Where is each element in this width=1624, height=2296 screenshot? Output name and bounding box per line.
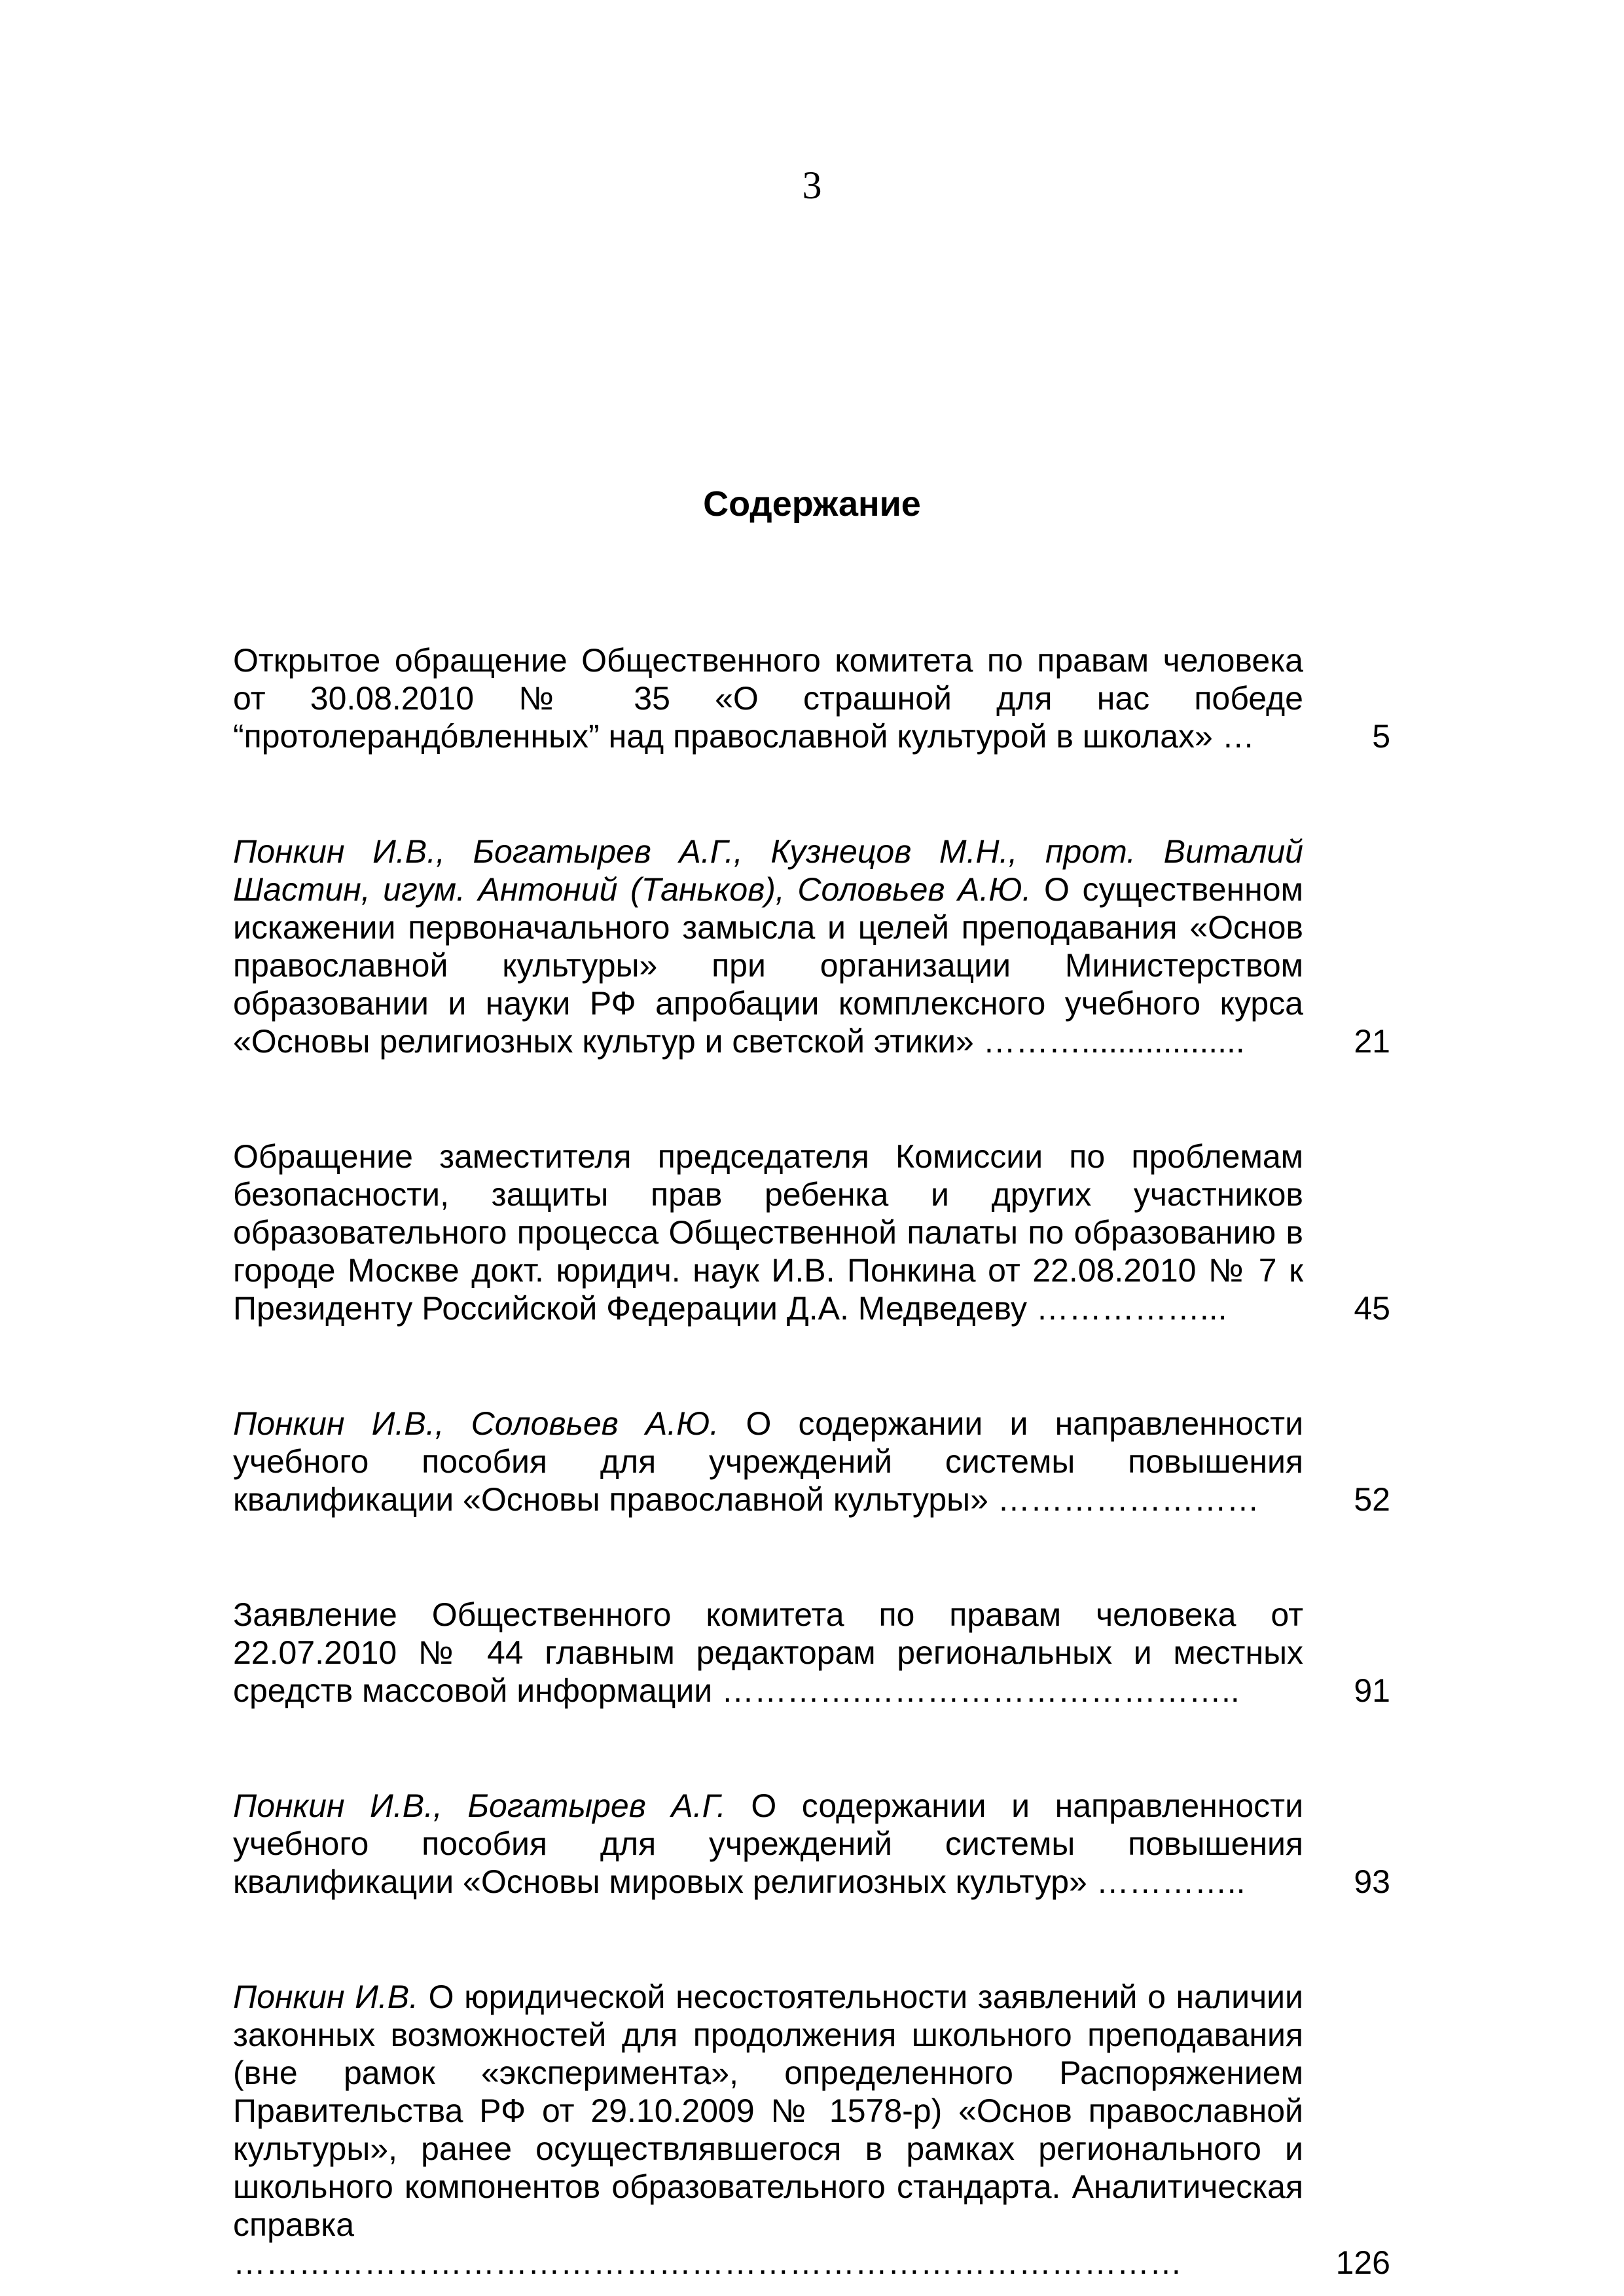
toc-entry-title: О содержании и направленности учебного пособия для учреждений системы повышения квалификации «Основы православной культуры» …………………… bbox=[233, 1405, 1303, 1518]
page-number: 3 bbox=[802, 164, 822, 207]
toc-entry bbox=[233, 833, 1390, 1060]
toc-entry-title: Обращение заместителя председателя Комиссии по проблемам безопасности, защиты прав ребенка и других участников образовательного процесса Общественной палаты по образованию в городе Москве докт. юридич. наук И.В. Понкина от 22.08.2010 № 7 к Президенту Российской Федерации Д.А. Медведеву ……………... bbox=[233, 1138, 1303, 1327]
toc-entry-text bbox=[233, 833, 1303, 1060]
toc-entry-author: Понкин И.В., Богатырев А.Г. bbox=[233, 1787, 726, 1824]
toc-entry-text bbox=[233, 1596, 1303, 1710]
toc-entry-title: О юридической несостоятельности заявлений о наличии законных возможностей для продолжения школьного преподавания (вне рамок «эксперимента», определенного Распоряжением Правительства РФ от 29.10.2009 № 1578-р) «Основ православной культуры», ранее осуществлявшегося в рамках регионального и школьного компонентов образовательного стандарта. Аналитическая справка …………………………………………………………………………… bbox=[233, 1979, 1303, 2281]
toc-entry-page: 52 bbox=[1354, 1481, 1390, 1518]
toc-entry-title: О существенном искажении первоначального замысла и целей преподавания «Основ православной культуры» при организации Министерством образовании и науки РФ апробации комплексного учебного курса «Основы религиозных культур и светской этики» ……….................. bbox=[233, 871, 1303, 1060]
toc-entry-text bbox=[233, 641, 1303, 755]
toc-entry-text bbox=[233, 1978, 1303, 2282]
toc-entry-title: О содержании и направленности учебного пособия для учреждений системы повышения квалификации «Основы мировых религиозных культур» ………….. bbox=[233, 1787, 1304, 1900]
toc-entry-author: Понкин И.В., Богатырев А.Г., Кузнецов М.Н., прот. Виталий Шастин, игум. Антоний (Таньков), Соловьев А.Ю. bbox=[233, 833, 1303, 908]
toc-entry-page: 91 bbox=[1354, 1672, 1390, 1709]
toc-entry bbox=[233, 1138, 1390, 1327]
toc-entry bbox=[233, 641, 1390, 755]
toc-title: Содержание bbox=[703, 484, 921, 524]
toc-entry bbox=[233, 1405, 1390, 1518]
toc-entry-author: Понкин И.В. bbox=[233, 1979, 419, 2015]
toc-entry-author: Понкин И.В., Соловьев А.Ю. bbox=[233, 1405, 719, 1442]
toc-entry-text bbox=[233, 1787, 1303, 1901]
toc-entry bbox=[233, 1978, 1390, 2282]
toc-entry-page: 93 bbox=[1354, 1863, 1390, 1900]
toc-entry bbox=[233, 1787, 1390, 1901]
toc-entry-text bbox=[233, 1405, 1303, 1518]
table-of-contents bbox=[233, 641, 1390, 2282]
toc-entry-page: 45 bbox=[1354, 1290, 1390, 1327]
toc-entry-title: Заявление Общественного комитета по правам человека от 22.07.2010 № 44 главным редакторам региональных и местных средств массовой информации ………….…………………………….. bbox=[233, 1596, 1303, 1709]
toc-entry-page: 5 bbox=[1372, 718, 1390, 755]
toc-entry bbox=[233, 1596, 1390, 1710]
toc-entry-page: 21 bbox=[1354, 1023, 1390, 1060]
toc-entry-text bbox=[233, 1138, 1303, 1327]
toc-entry-page: 126 bbox=[1335, 2244, 1390, 2281]
toc-entry-title: Открытое обращение Общественного комитета по правам человека от 30.08.2010 № 35 «О страшной для нас победе “протолерандóвленных” над православной культурой в школах» … bbox=[233, 642, 1303, 755]
